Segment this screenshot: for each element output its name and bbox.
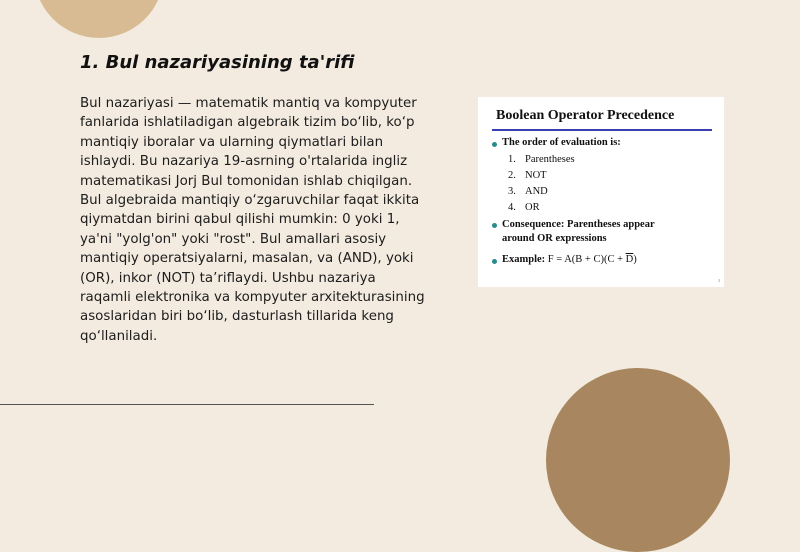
order-label: OR	[525, 202, 540, 213]
order-item-parentheses	[508, 154, 575, 165]
bullet-icon	[492, 142, 497, 147]
order-label: AND	[525, 186, 548, 197]
figure-title-rule	[492, 129, 712, 131]
decorative-circle-top	[34, 0, 164, 38]
order-number: 4.	[508, 202, 516, 213]
slide-title: 1. Bul nazariyasining ta'rifi	[80, 52, 355, 73]
figure-page-number: 3	[718, 278, 720, 283]
formula-main: F = A(B + C)(C +	[547, 254, 626, 265]
figure-bullet-consequence	[502, 218, 655, 246]
order-item-and	[508, 186, 548, 197]
figure-bullet-example	[502, 254, 637, 265]
figure-bullet-order: The order of evaluation is:	[502, 137, 621, 148]
divider-line	[0, 404, 374, 405]
formula-negated-d: $\overline{D}$	[625, 254, 634, 265]
order-item-not	[508, 170, 547, 181]
order-number: 3.	[508, 186, 516, 197]
order-label: Parentheses	[525, 154, 575, 165]
decorative-circle-bottom	[546, 368, 730, 552]
figure-title: Boolean Operator Precedence	[496, 108, 675, 123]
order-item-or	[508, 202, 540, 213]
example-label: Example:	[502, 254, 546, 265]
consequence-line-1: Consequence: Parentheses appear	[502, 219, 655, 230]
bullet-icon	[492, 259, 497, 264]
slide-paragraph: Bul nazariyasi — matematik mantiq va kompyuter fanlarida ishlatiladigan algebraik tizim bo‘lib, ko‘p mantiqiy iboralar va ularning qiymatlari bilan ishlaydi. Bu nazariya 19-asrning o'rtalarida ingliz matematikasi Jorj Bul tomonidan ishlab chiqilgan. Bul algebraida mantiqiy o‘zgaruvchilar faqat ikkita qiymatdan birini qabul qilishi mumkin: 0 yoki 1, ya'ni "yolg'on" yoki "rost". Bul amallari asosiy mantiqiy operatsiyalarni, masalan, va (AND), yoki (OR), inkor (NOT) ta’riflaydi. Ushbu nazariya raqamli elektronika va kompyuter arxitekturasining asoslaridan biri bo‘lib, dasturlash tillarida keng qo‘llaniladi.	[80, 96, 425, 344]
bullet-icon	[492, 223, 497, 228]
example-formula	[548, 254, 637, 265]
order-label: NOT	[525, 170, 547, 181]
boolean-precedence-figure	[478, 97, 724, 287]
order-number: 1.	[508, 154, 516, 165]
consequence-line-2: around OR expressions	[502, 233, 607, 244]
order-number: 2.	[508, 170, 516, 181]
formula-end: )	[633, 254, 637, 265]
